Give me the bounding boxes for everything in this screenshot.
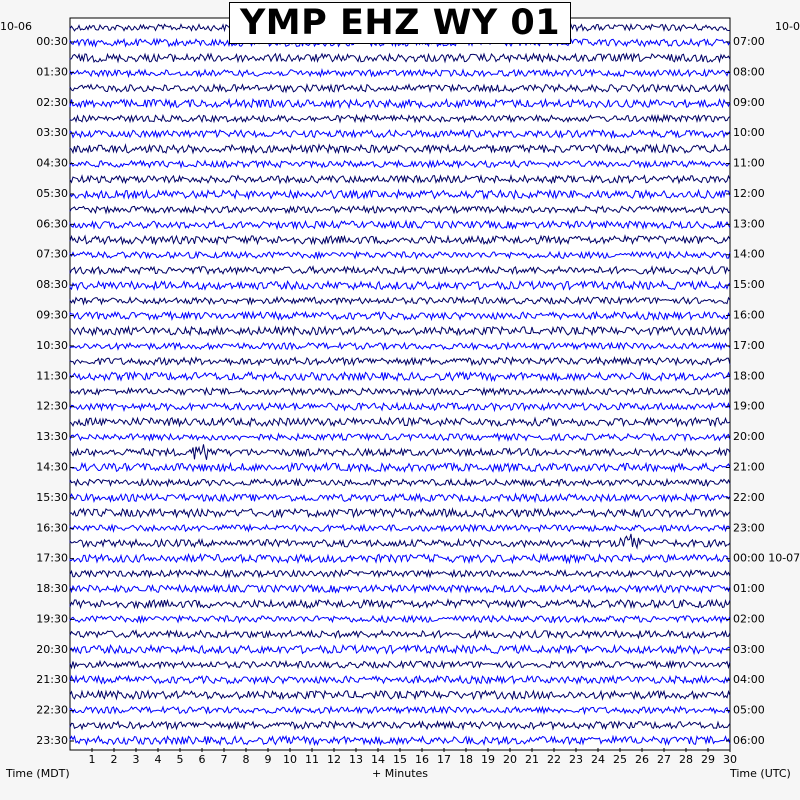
left-time-label: 18:30: [36, 582, 68, 596]
x-tick-label: 10: [283, 753, 297, 766]
right-time-label: 17:00: [733, 338, 765, 352]
right-time-label: 04:00: [733, 673, 765, 687]
left-time-label: 17:30: [36, 551, 68, 565]
plot-area: [70, 18, 730, 750]
x-tick-label: 14: [371, 753, 385, 766]
chart-title-box: [229, 2, 571, 44]
x-tick-label: 9: [264, 753, 272, 766]
x-tick-label: 17: [437, 753, 451, 766]
left-time-label: 09:30: [36, 308, 68, 322]
left-time-label: 00:30: [36, 35, 68, 48]
x-tick-label: 18: [459, 753, 473, 766]
left-time-label: 20:30: [36, 642, 68, 656]
x-tick-label: 20: [503, 753, 517, 766]
right-time-label: 13:00: [733, 217, 765, 231]
left-time-label: 15:30: [36, 490, 68, 504]
x-tick-label: 19: [481, 753, 495, 766]
x-tick-label: 22: [547, 753, 561, 766]
left-time-label: 06:30: [36, 217, 68, 231]
right-time-label: 02:00: [733, 612, 765, 626]
left-axis-title: Time (MDT): [6, 767, 70, 780]
x-tick-label: 7: [220, 753, 228, 766]
x-tick-label: 8: [242, 753, 250, 766]
x-tick-label: 24: [591, 753, 605, 766]
left-time-labels: [36, 35, 74, 747]
x-tick-label: 21: [525, 753, 539, 766]
left-time-label: 19:30: [36, 612, 68, 626]
left-corner-date: 10-06: [0, 20, 32, 33]
right-time-label: 23:00: [733, 521, 765, 535]
left-time-label: 12:30: [36, 399, 68, 413]
left-time-label: 14:30: [36, 460, 68, 474]
left-time-label: 22:30: [36, 703, 68, 717]
x-tick-label: 11: [305, 753, 319, 766]
left-time-label: 16:30: [36, 521, 68, 535]
right-time-label: 06:00: [733, 734, 765, 747]
right-time-label: 08:00: [733, 65, 765, 79]
left-time-label: 03:30: [36, 126, 68, 140]
x-tick-label: 15: [393, 753, 407, 766]
right-time-label: 22:00: [733, 490, 765, 504]
left-time-label: 01:30: [36, 65, 68, 79]
right-time-label: 05:00: [733, 703, 765, 717]
left-time-label: 05:30: [36, 186, 68, 200]
right-time-label: 03:00: [733, 642, 765, 656]
x-tick-label: 4: [154, 753, 162, 766]
x-tick-label: 28: [679, 753, 693, 766]
x-tick-label: 23: [569, 753, 583, 766]
right-time-label: 16:00: [733, 308, 765, 322]
x-tick-label: 12: [327, 753, 341, 766]
x-tick-label: 30: [723, 753, 737, 766]
right-time-label: 15:00: [733, 278, 765, 292]
left-time-label: 04:30: [36, 156, 68, 170]
left-time-label: 21:30: [36, 673, 68, 687]
x-tick-label: 26: [635, 753, 649, 766]
x-tick-label: 5: [176, 753, 184, 766]
right-time-label: 12:00: [733, 186, 765, 200]
right-time-label: 09:00: [733, 95, 765, 109]
left-time-label: 08:30: [36, 278, 68, 292]
right-time-label: 10:00: [733, 126, 765, 140]
right-time-label: 21:00: [733, 460, 765, 474]
x-axis: [89, 748, 738, 766]
x-tick-label: 2: [110, 753, 118, 766]
left-time-label: 02:30: [36, 95, 68, 109]
left-time-label: 10:30: [36, 338, 68, 352]
left-time-label: 07:30: [36, 247, 68, 261]
right-time-label: 00:00 10-07: [733, 551, 800, 565]
x-tick-label: 27: [657, 753, 671, 766]
right-time-label: 11:00: [733, 156, 765, 170]
chart-title: YMP EHZ WY 01: [239, 3, 561, 43]
left-time-label: 11:30: [36, 369, 68, 383]
x-tick-label: 1: [88, 753, 96, 766]
right-time-label: 01:00: [733, 582, 765, 596]
x-tick-label: 13: [349, 753, 363, 766]
right-time-label: 07:00: [733, 35, 765, 48]
left-time-label: 13:30: [36, 430, 68, 444]
right-time-labels: [726, 35, 800, 747]
right-time-label: 14:00: [733, 247, 765, 261]
x-tick-label: 29: [701, 753, 715, 766]
x-tick-label: 16: [415, 753, 429, 766]
left-time-label: 23:30: [36, 734, 68, 747]
x-tick-label: 3: [132, 753, 140, 766]
right-axis-title: Time (UTC): [730, 767, 791, 780]
right-time-label: 18:00: [733, 369, 765, 383]
x-tick-label: 25: [613, 753, 627, 766]
right-time-label: 19:00: [733, 399, 765, 413]
right-corner-date: 10-0: [775, 20, 800, 33]
right-time-label: 20:00: [733, 430, 765, 444]
x-tick-label: 6: [198, 753, 206, 766]
x-axis-label: + Minutes: [372, 767, 429, 780]
